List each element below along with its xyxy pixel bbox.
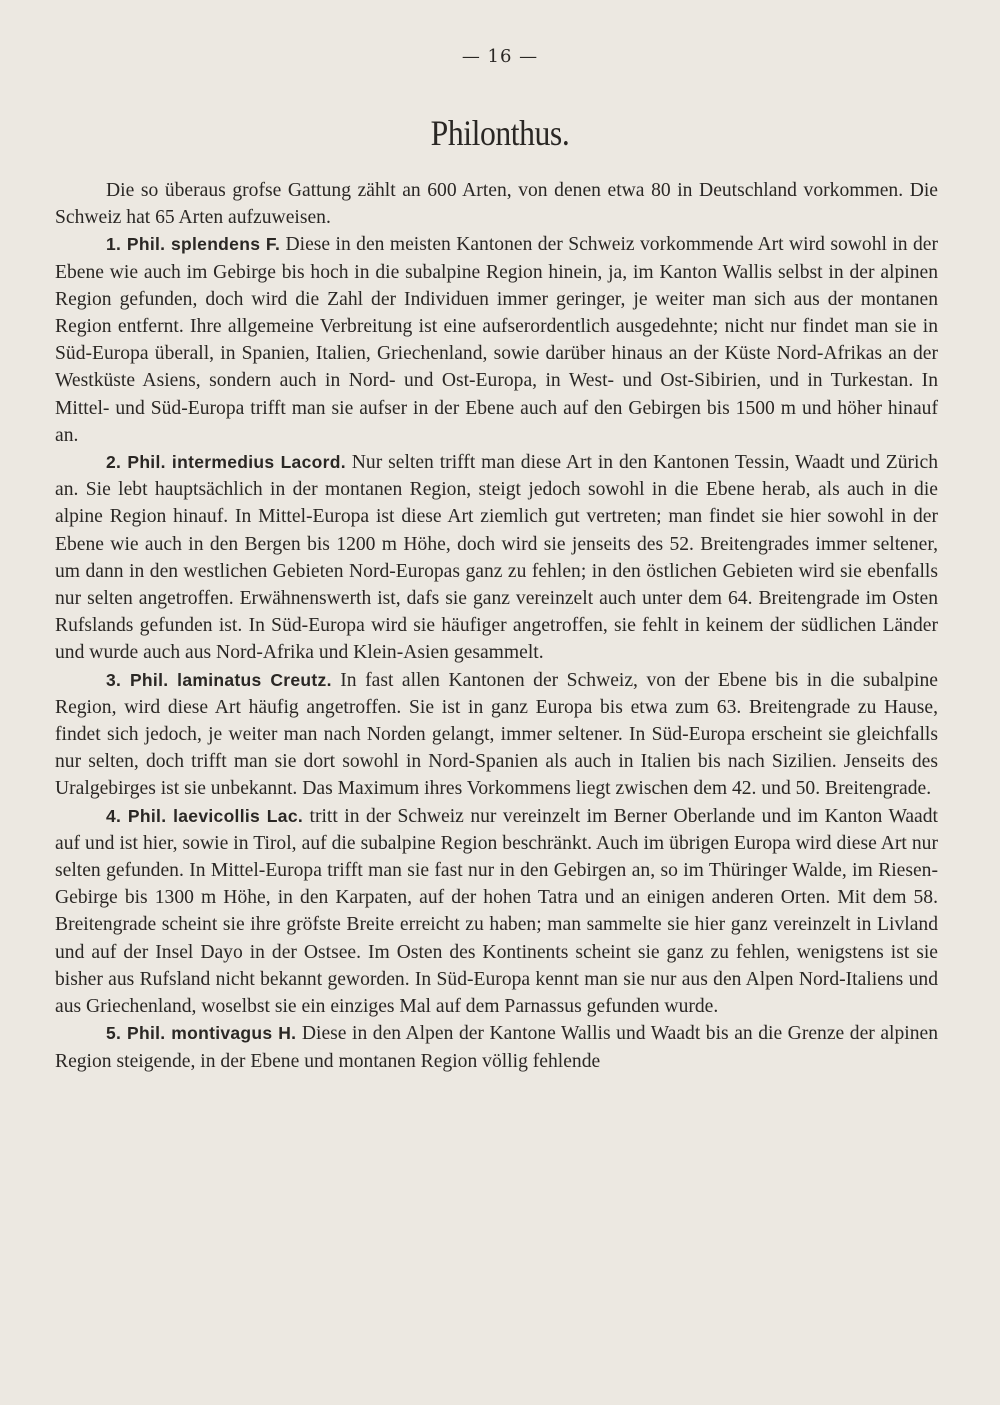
species-text: Diese in den meisten Kantonen der Schweiz vorkommende Art wird sowohl in der Ebene wie auch im Gebirge bis hoch in die subalpine Region hinein, ja, im Kanton Wallis selbst in der alpinen Region gefunden, doch wird die Zahl der Individuen immer geringer, je weiter man sich aus der montanen Region entfernt. Ihre allgemeine Verbreitung ist eine aufserordentlich ausgedehnte; nicht nur findet man sie in Süd-Europa überall, in Spanien, Italien, Griechenland, sowie darüber hinaus an der Küste Nord-Afrikas an der Westküste Asiens, sondern auch in Nord- und Ost-Europa, in West- und Ost-Sibirien, und in Turkestan. In Mittel- und Süd-Europa trifft man sie aufser in der Ebene auch auf den Gebirgen bis 1500 m und höher hinauf an.	[55, 234, 938, 446]
species-text: Nur selten trifft man diese Art in den Kantonen Tessin, Waadt und Zürich an. Sie lebt hauptsächlich in der montanen Region, steigt jedoch sowohl in die Ebene herab, als auch in die alpine Region hinauf. In Mittel-Europa ist diese Art ziemlich gut vertreten; man findet sie hier sowohl in der Ebene wie auch in den Bergen bis 1200 m Höhe, doch wird sie jenseits des 52. Breitengrades immer seltener, um dann in den westlichen Gebieten Nord-Europas ganz zu fehlen; in den östlichen Gebieten wird sie ebenfalls nur selten angetroffen. Erwähnenswerth ist, dafs sie ganz vereinzelt auch unter dem 64. Breitengrade im Osten Rufslands gefunden ist. In Süd-Europa wird sie häufiger angetroffen, sie fehlt in keinem der südlichen Länder und wurde auch aus Nord-Afrika und Klein-Asien gesammelt.	[55, 452, 938, 664]
species-paragraph-2	[55, 449, 938, 667]
page-number: — 16 —	[461, 46, 539, 67]
species-heading: 2. Phil. intermedius Lacord.	[106, 452, 346, 473]
species-text: In fast allen Kantonen der Schweiz, von der Ebene bis in die subalpine Region, wird diese Art häufig angetroffen. Sie ist in ganz Europa bis etwa zum 63. Breitengrade zu Hause, findet sich jedoch, je weiter man nach Norden gelangt, immer seltener. In Süd-Europa erscheint sie gleichfalls nur selten, doch trifft man sie dort sowohl in Nord-Spanien als auch in Italien bis nach Sizilien. Jenseits des Uralgebirges ist sie unbekannt. Das Maximum ihres Vorkommens liegt zwischen dem 42. und 50. Breitengrade.	[55, 669, 938, 800]
species-heading: 1. Phil. splendens F.	[106, 234, 281, 255]
species-text: tritt in der Schweiz nur vereinzelt im Berner Oberlande und im Kanton Waadt auf und ist hier, sowie in Tirol, auf die subalpine Region beschränkt. Auch im übrigen Europa wird diese Art nur selten gefunden. In Mittel-Europa trifft man sie fast nur in den Gebirgen an, so im Thüringer Walde, im Riesen-Gebirge bis 1300 m Höhe, in den Karpaten, auf der hohen Tatra und an einigen anderen Orten. Mit dem 58. Breitengrade scheint sie ihre gröfste Breite erreicht zu haben; man sammelte sie hier ganz vereinzelt in Livland und auf der Insel Dayo in der Ostsee. Im Osten des Kontinents scheint sie ganz zu fehlen, wenigstens ist sie bisher aus Rufsland nicht bekannt geworden. In Süd-Europa kennt man sie nur aus den Alpen Nord-Italiens und aus Griechenland, woselbst sie ein einziges Mal auf dem Parnassus gefunden wurde.	[55, 805, 938, 1018]
page-title: Philonthus.	[430, 113, 570, 153]
species-heading: 4. Phil. laevicollis Lac.	[106, 805, 304, 826]
species-paragraph-3	[55, 667, 938, 803]
species-text: Diese in den Alpen der Kantone Wallis und Waadt bis an die Grenze der alpinen Region steigende, in der Ebene und montanen Region völlig fehlende	[55, 1023, 938, 1072]
species-heading: 3. Phil. laminatus Creutz.	[106, 669, 332, 690]
species-paragraph-4	[55, 803, 938, 1021]
intro-paragraph: Die so überaus grofse Gattung zählt an 600 Arten, von denen etwa 80 in Deutschland vorkommen. Die Schweiz hat 65 Arten aufzuweisen.	[55, 180, 938, 229]
species-paragraph-5	[55, 1020, 938, 1074]
species-paragraph-1	[55, 231, 938, 449]
document-body	[55, 177, 938, 1075]
species-heading: 5. Phil. montivagus H.	[106, 1023, 297, 1044]
